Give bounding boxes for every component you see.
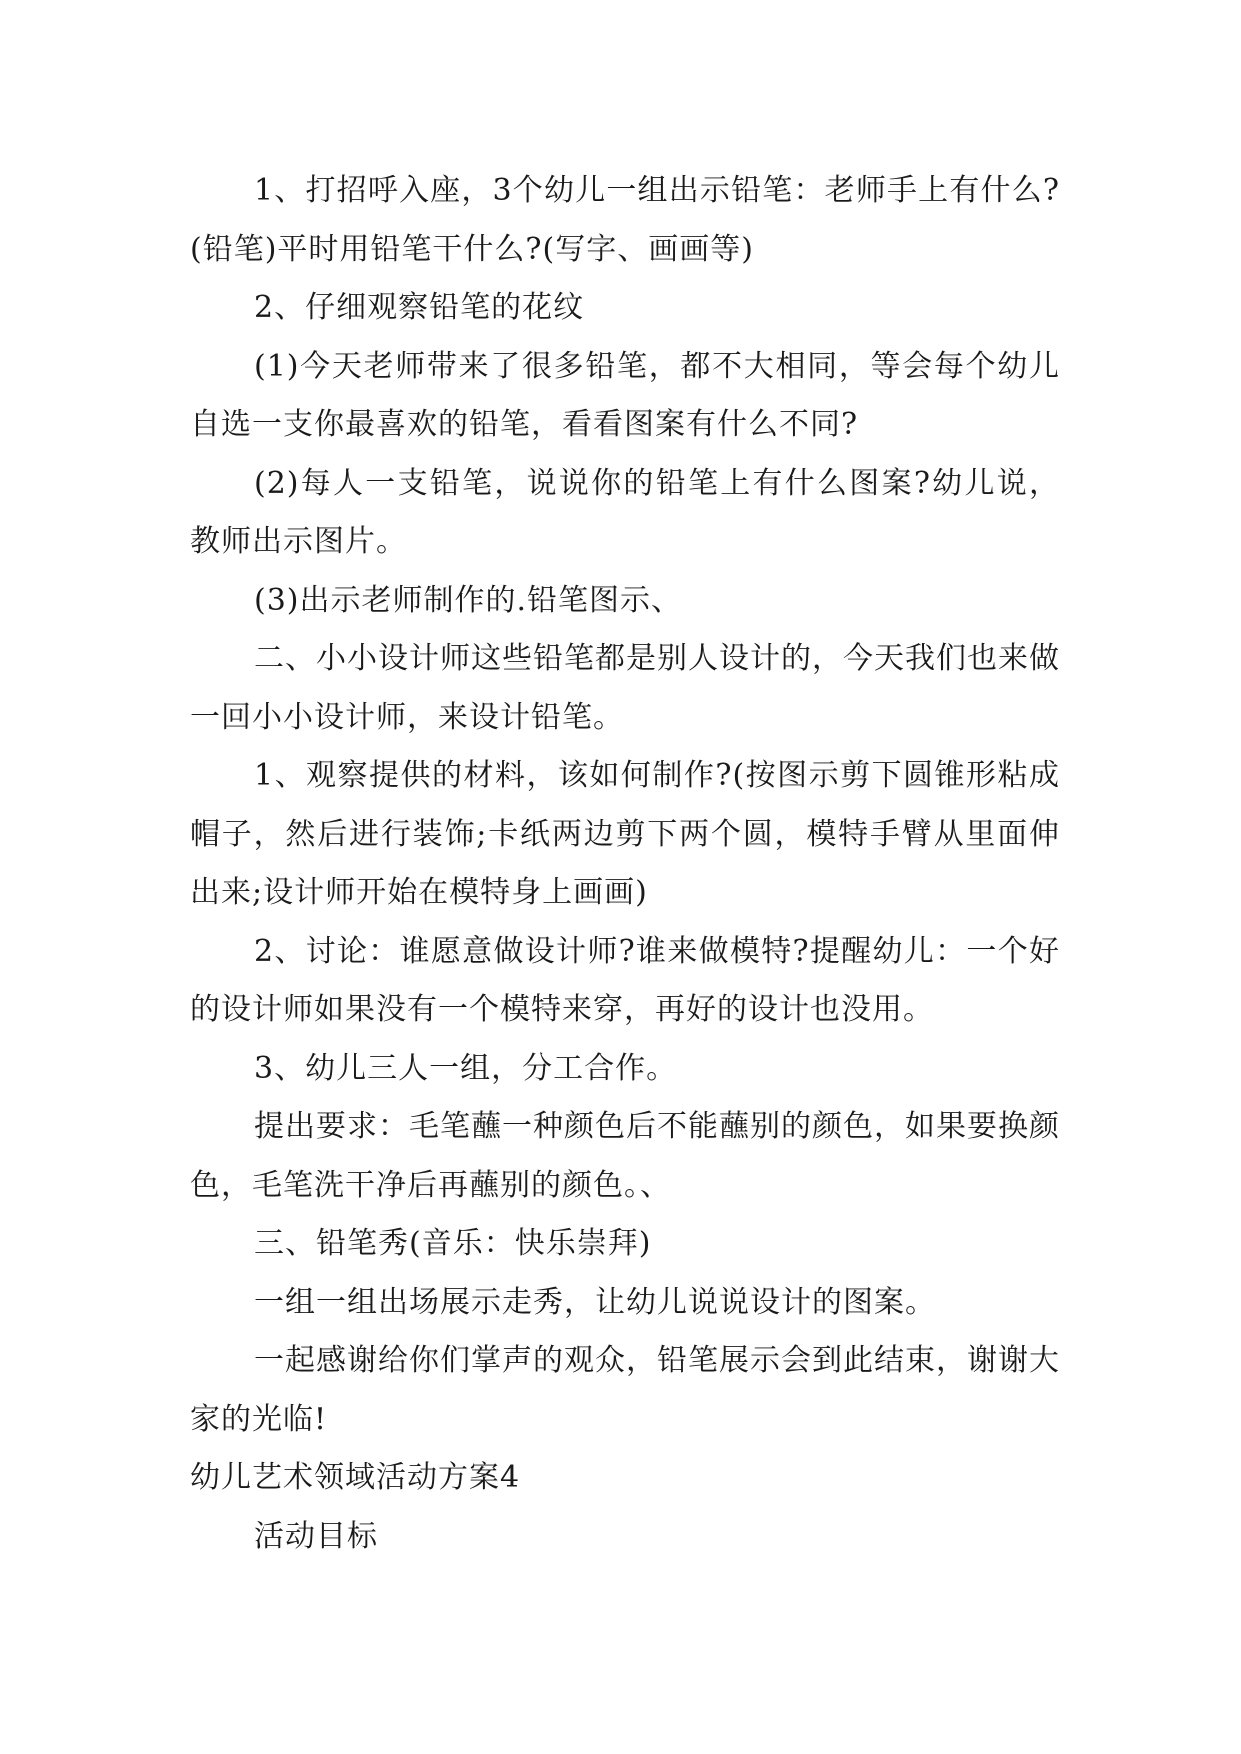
- paragraph-groups: 3、幼儿三人一组，分工合作。: [254, 1050, 678, 1086]
- paragraph-part-three: 三、铅笔秀(音乐：快乐崇拜): [254, 1226, 652, 1261]
- paragraph-closing: 一起感谢给你们掌声的观众，铅笔展示会到此结束，谢谢大家的光临!: [190, 1343, 1060, 1437]
- paragraph-step-2-observe: 2、仔细观察铅笔的花纹: [254, 290, 585, 325]
- paragraph-runway: 一组一组出场展示走秀，让幼儿说说设计的图案。: [254, 1284, 936, 1320]
- paragraph-materials: 1、观察提供的材料，该如何制作?(按图示剪下圆锥形粘成帽子，然后进行装饰;卡纸两边剪下两个圆，模特手臂从里面伸出来;设计师开始在模特身上画画): [190, 758, 1060, 910]
- subheading-activity-goals: 活动目标: [254, 1518, 378, 1554]
- paragraph-discussion: 2、讨论：谁愿意做设计师?谁来做模特?提醒幼儿：一个好的设计师如果没有一个模特来穿，再好的设计也没用。: [190, 933, 1060, 1027]
- paragraph-substep-2: (2)每人一支铅笔，说说你的铅笔上有什么图案?幼儿说，教师出示图片。: [190, 465, 1060, 559]
- section-heading: 幼儿艺术领域活动方案4: [190, 1460, 521, 1495]
- paragraph-part-two: 二、小小设计师这些铅笔都是别人设计的，今天我们也来做一回小小设计师，来设计铅笔。: [190, 641, 1060, 735]
- paragraph-requirements: 提出要求：毛笔蘸一种颜色后不能蘸别的颜色，如果要换颜色，毛笔洗干净后再蘸别的颜色。、: [190, 1109, 1060, 1203]
- paragraph-substep-3: (3)出示老师制作的.铅笔图示、: [254, 582, 683, 618]
- document-body: [190, 162, 1060, 1566]
- paragraph-step-1-greeting: 1、打招呼入座，3个幼儿一组出示铅笔：老师手上有什么?(铅笔)平时用铅笔干什么?(写字、画画等): [190, 173, 1060, 267]
- paragraph-substep-1: (1)今天老师带来了很多铅笔，都不大相同，等会每个幼儿自选一支你最喜欢的铅笔，看看图案有什么不同?: [190, 348, 1060, 442]
